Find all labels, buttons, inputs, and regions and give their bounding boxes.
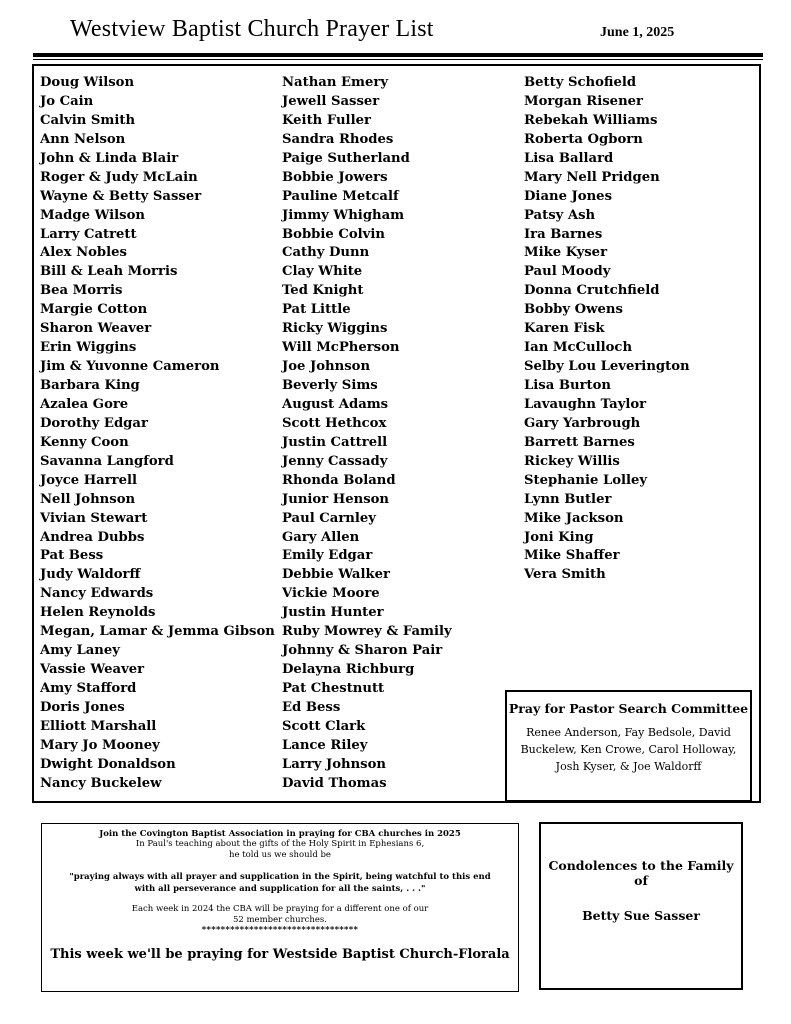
prayer-name: Sandra Rhodes bbox=[282, 131, 394, 147]
prayer-name: Nancy Buckelew bbox=[40, 775, 162, 791]
prayer-name: Vera Smith bbox=[524, 567, 606, 583]
prayer-name: Elliott Marshall bbox=[40, 718, 157, 734]
prayer-name: Emily Edgar bbox=[282, 548, 373, 564]
prayer-name: Paul Carnley bbox=[282, 510, 376, 526]
condolences-box bbox=[539, 822, 743, 990]
prayer-name: Cathy Dunn bbox=[282, 245, 370, 261]
cba-week-line: Each week in 2024 the CBA will be praying for a different one of our bbox=[131, 904, 429, 914]
pastor-search-names: Renee Anderson, Fay Bedsole, David Buckelew, Ken Crowe, Carol Holloway, Josh Kyser, & Joe Waldorff bbox=[520, 726, 737, 773]
prayer-name: Sharon Weaver bbox=[40, 321, 152, 337]
prayer-name: Larry Johnson bbox=[282, 756, 386, 772]
prayer-name: Jimmy Whigham bbox=[282, 207, 405, 223]
prayer-name: Nell Johnson bbox=[40, 491, 136, 507]
prayer-name: Rhonda Boland bbox=[282, 472, 396, 488]
header-rule-thick bbox=[33, 53, 763, 57]
prayer-name: Azalea Gore bbox=[40, 396, 129, 412]
prayer-name: Stephanie Lolley bbox=[524, 472, 648, 488]
cba-heading: Join the Covington Baptist Association in praying for CBA churches in 2025 bbox=[99, 829, 461, 839]
header-rule-thin bbox=[33, 59, 763, 60]
prayer-name: Ira Barnes bbox=[524, 226, 603, 242]
prayer-name: Barrett Barnes bbox=[524, 434, 635, 450]
prayer-name: Gary Allen bbox=[282, 529, 360, 545]
prayer-name: Megan, Lamar & Jemma Gibson bbox=[40, 624, 275, 640]
prayer-name: August Adams bbox=[282, 396, 389, 412]
prayer-name: Amy Stafford bbox=[40, 681, 137, 696]
prayer-name: Margie Cotton bbox=[40, 302, 148, 318]
prayer-name: Bill & Leah Morris bbox=[40, 264, 178, 280]
prayer-name: Doris Jones bbox=[40, 699, 125, 715]
prayer-name: Kenny Coon bbox=[40, 434, 129, 450]
prayer-name: Pat Chestnutt bbox=[282, 681, 385, 696]
prayer-name: Pauline Metcalf bbox=[282, 188, 399, 204]
prayer-name: Justin Hunter bbox=[282, 605, 384, 621]
cba-this-week: This week we'll be praying for Westside Baptist Church-Florala bbox=[50, 947, 510, 962]
prayer-name: Lisa Burton bbox=[524, 378, 612, 393]
prayer-name: Bobby Owens bbox=[524, 302, 623, 318]
prayer-name: Bobbie Colvin bbox=[282, 226, 385, 242]
prayer-name: Joni King bbox=[524, 529, 594, 545]
prayer-name: Roberta Ogborn bbox=[524, 131, 643, 147]
condolences-name: Betty Sue Sasser bbox=[582, 908, 700, 923]
prayer-name: Rebekah Williams bbox=[524, 112, 658, 128]
prayer-name: Lance Riley bbox=[282, 737, 368, 753]
prayer-name: Mike Shaffer bbox=[524, 548, 620, 564]
prayer-name: Ed Bess bbox=[282, 699, 341, 715]
prayer-name: Donna Crutchfield bbox=[524, 283, 660, 299]
prayer-name: Mary Nell Pridgen bbox=[524, 169, 660, 185]
prayer-name: Junior Henson bbox=[282, 491, 390, 507]
prayer-name: Will McPherson bbox=[282, 340, 400, 356]
prayer-name: Johnny & Sharon Pair bbox=[282, 643, 443, 659]
pastor-search-box bbox=[505, 690, 752, 802]
prayer-column-1 bbox=[40, 74, 275, 794]
prayer-name: Debbie Walker bbox=[282, 567, 390, 583]
prayer-name: Patsy Ash bbox=[524, 207, 596, 223]
prayer-name: Dorothy Edgar bbox=[40, 415, 148, 431]
prayer-name: Erin Wiggins bbox=[40, 340, 137, 356]
prayer-name: Mike Kyser bbox=[524, 245, 608, 261]
prayer-column-3 bbox=[524, 74, 690, 585]
prayer-name: Andrea Dubbs bbox=[40, 529, 145, 545]
list-date: June 1, 2025 bbox=[600, 25, 675, 40]
cba-box bbox=[41, 823, 519, 992]
prayer-name: David Thomas bbox=[282, 775, 387, 791]
cba-intro-line: In Paul's teaching about the gifts of the Holy Spirit in Ephesians 6, bbox=[135, 839, 425, 849]
prayer-name: Mary Jo Mooney bbox=[40, 737, 160, 753]
prayer-column-2 bbox=[282, 74, 452, 794]
prayer-name: Helen Reynolds bbox=[40, 605, 156, 621]
prayer-name: Clay White bbox=[282, 264, 363, 280]
cba-week-line-2: 52 member churches. bbox=[232, 915, 327, 925]
prayer-name: John & Linda Blair bbox=[40, 150, 179, 166]
prayer-name: Beverly Sims bbox=[282, 378, 378, 393]
prayer-name: Ricky Wiggins bbox=[282, 321, 388, 337]
prayer-name: Nathan Emery bbox=[282, 75, 389, 90]
prayer-name: Diane Jones bbox=[524, 188, 612, 204]
prayer-name: Jewell Sasser bbox=[282, 93, 380, 109]
prayer-name: Ann Nelson bbox=[40, 131, 126, 147]
prayer-name: Bea Morris bbox=[40, 283, 123, 299]
prayer-name: Alex Nobles bbox=[40, 245, 127, 261]
prayer-name: Amy Laney bbox=[40, 643, 120, 659]
prayer-name: Mike Jackson bbox=[524, 510, 624, 526]
prayer-name: Pat Little bbox=[282, 302, 351, 318]
prayer-name: Selby Lou Leverington bbox=[524, 359, 690, 375]
prayer-name: Doug Wilson bbox=[40, 75, 135, 90]
prayer-name: Madge Wilson bbox=[40, 207, 145, 223]
prayer-name: Keith Fuller bbox=[282, 112, 371, 128]
cba-scripture-quote: "praying always with all prayer and supplication in the Spirit, being watchful to this end with all perseverance and supplication for all the saints, . . ." bbox=[69, 872, 491, 894]
prayer-name: Morgan Risener bbox=[524, 93, 643, 109]
prayer-name: Jo Cain bbox=[40, 93, 94, 109]
prayer-name: Ruby Mowrey & Family bbox=[282, 624, 452, 640]
prayer-name: Gary Yarbrough bbox=[524, 415, 641, 431]
prayer-name: Joyce Harrell bbox=[40, 472, 138, 488]
prayer-name: Savanna Langford bbox=[40, 453, 174, 469]
prayer-name: Paige Sutherland bbox=[282, 150, 410, 166]
cba-intro-line-2: he told us we should be bbox=[229, 850, 331, 860]
condolences-title: Condolences to the Family of bbox=[548, 858, 734, 888]
prayer-name: Wayne & Betty Sasser bbox=[40, 188, 202, 204]
prayer-name: Betty Schofield bbox=[524, 75, 637, 90]
prayer-name: Paul Moody bbox=[524, 264, 611, 280]
prayer-name: Vassie Weaver bbox=[40, 662, 145, 678]
prayer-name: Jenny Cassady bbox=[282, 453, 388, 469]
prayer-name: Vivian Stewart bbox=[40, 510, 148, 526]
prayer-name: Scott Hethcox bbox=[282, 415, 387, 431]
prayer-name: Karen Fisk bbox=[524, 321, 605, 337]
prayer-name: Larry Catrett bbox=[40, 226, 137, 242]
prayer-name: Lisa Ballard bbox=[524, 150, 614, 166]
prayer-name: Bobbie Jowers bbox=[282, 169, 388, 185]
prayer-name: Lavaughn Taylor bbox=[524, 396, 647, 412]
pastor-search-title: Pray for Pastor Search Committee bbox=[508, 701, 749, 716]
prayer-name: Roger & Judy McLain bbox=[40, 169, 198, 185]
prayer-name: Calvin Smith bbox=[40, 112, 136, 128]
prayer-name: Jim & Yuvonne Cameron bbox=[40, 359, 220, 375]
prayer-name: Delayna Richburg bbox=[282, 662, 415, 678]
prayer-name: Vickie Moore bbox=[282, 586, 380, 602]
prayer-name: Barbara King bbox=[40, 378, 140, 393]
prayer-name: Nancy Edwards bbox=[40, 586, 154, 602]
prayer-name: Pat Bess bbox=[40, 548, 104, 564]
prayer-name: Justin Cattrell bbox=[282, 434, 388, 450]
prayer-name: Judy Waldorff bbox=[40, 567, 141, 583]
page-title: Westview Baptist Church Prayer List bbox=[70, 16, 434, 42]
prayer-name: Ian McCulloch bbox=[524, 340, 633, 356]
prayer-name: Scott Clark bbox=[282, 718, 366, 734]
prayer-name: Ted Knight bbox=[282, 283, 364, 299]
prayer-name: Lynn Butler bbox=[524, 491, 612, 507]
prayer-name: Rickey Willis bbox=[524, 453, 620, 469]
prayer-name: Dwight Donaldson bbox=[40, 756, 176, 772]
prayer-name: Joe Johnson bbox=[282, 359, 371, 375]
cba-star-divider: ********************************* bbox=[201, 925, 359, 935]
